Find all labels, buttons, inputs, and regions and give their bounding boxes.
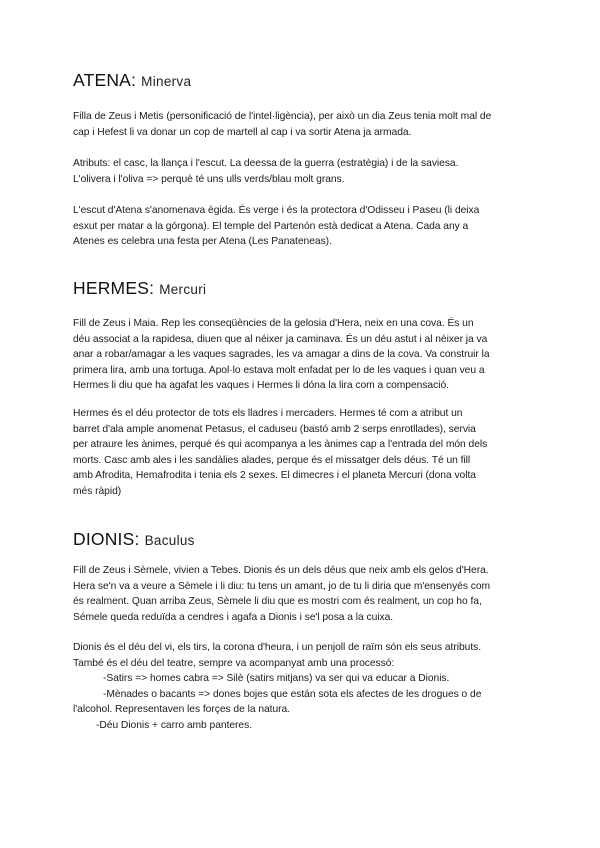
text-line: Hera se'n va a veure a Sèmele i li diu: tu tens un amant, jo de tu li diria que m'ensenyés com — [73, 580, 491, 592]
text-line: déu associat a la rapidesa, diuen que al néixer ja caminava. És un déu astut i al néixer ja va — [73, 333, 488, 345]
god-name: DIONIS: — [73, 529, 140, 549]
god-name: HERMES: — [73, 278, 155, 298]
text-line: esxut per matar a la górgona). El temple del Partenón està dedicat a Atena. Cada any a — [73, 220, 469, 232]
text-line: per atraure les ànimes, perqué és qui acompanya a les ànimes cap a l'entrada del món dels — [73, 439, 488, 451]
section-heading — [73, 70, 533, 92]
text-line: morts. Casc amb ales i les sandàlies alades, perque és el missatger dels déus. Té un fill — [73, 454, 471, 466]
text-line: anar a robar/amagar a les vaques sagrades, les va amagar a dins de la cova. Va construir la — [73, 349, 490, 361]
section-heading — [73, 278, 533, 300]
list-item: -Mènades o bacants => dones bojes que están sota els afectes de les drogues o de — [103, 688, 482, 700]
text-line: També és el déu del teatre, sempre va acompanyat amb una processó: — [73, 657, 395, 669]
text-line: més ràpid) — [73, 485, 122, 497]
section-atena — [73, 70, 533, 92]
text-line: barret d'ala ample anomenat Petasus, el caduseu (bastó amb 2 serps enrotllades), servia — [73, 423, 476, 435]
paragraph — [73, 109, 533, 140]
god-name: ATENA: — [73, 70, 137, 90]
paragraph — [73, 203, 533, 250]
paragraph — [73, 563, 533, 625]
text-line: Filla de Zeus i Metis (personificació de l'intel·ligència), per això un dia Zeus tenia molt mal de — [73, 111, 492, 122]
roman-name: Mercuri — [159, 282, 207, 297]
text-line: Atributs: el casc, la llança i l'escut. La deessa de la guerra (estratègia) i de la saviesa. — [73, 158, 459, 169]
list-item-continuation: l'alcohol. Representaven les forçes de la natura. — [73, 704, 291, 716]
text-line: Dionis és el déu del vi, els tirs, la corona d'heura, i un penjoll de raïm són els seus atributs. — [73, 642, 482, 653]
text-line: L'olivera i l'oliva => perquè té uns ulls verds/blau molt grans. — [73, 173, 345, 185]
roman-name: Baculus — [144, 533, 195, 548]
text-line: amb Afrodita, Hemafrodita i tenia els 2 sexes. El dimecres i el planeta Mercuri (dona volta — [73, 470, 476, 482]
text-line: cap i Hefest li va donar un cop de martell al cap i va sortir Atena ja armada. — [73, 126, 412, 138]
paragraph — [73, 316, 533, 394]
paragraph — [73, 640, 533, 734]
paragraph — [73, 406, 533, 500]
list-item: -Déu Dionis + carro amb panteres. — [96, 719, 253, 731]
text-line: L'escut d'Atena s'anomenava ègida. És verge i és la protectora d'Odisseu i Paseu (li deixa — [73, 205, 480, 216]
text-line: Fill de Zeus i Sèmele, vivien a Tebes. Dionis és un dels déus que neix amb els gelos d'Hera. — [73, 565, 489, 576]
text-line: Fill de Zeus i Maia. Rep les conseqüències de la gelosia d'Hera, neix en una cova. És un — [73, 318, 474, 329]
roman-name: Minerva — [141, 74, 192, 89]
section-hermes — [73, 278, 533, 300]
text-line: Atenes es celebra una festa per Atena (Les Panateneas). — [73, 236, 332, 248]
text-line: primera lira, amb una tortuga. Apol·lo estava molt enfadat per lo de les vaques i quan veu a — [73, 364, 485, 376]
section-heading — [73, 529, 533, 551]
section-dionis — [73, 529, 533, 551]
text-line: Hermes és el déu protector de tots els lladres i mercaders. Hermes té com a atribut un — [73, 408, 463, 419]
paragraph — [73, 156, 533, 187]
text-line: Sémele queda reduïda a cendres i agafa a Dionis i se'l posa a la cuixa. — [73, 611, 394, 623]
text-line: Hermes li diu que ha agafat les vaques i Hermes li dóna la lira com a compensació. — [73, 380, 449, 392]
text-line: és realment. Quan arriba Zeus, Sèmele li diu que es mostri com és realment, un cop ho fa, — [73, 596, 482, 608]
list-item: -Satirs => homes cabra => Silè (satirs mitjans) va ser qui va educar a Dionis. — [103, 673, 450, 685]
